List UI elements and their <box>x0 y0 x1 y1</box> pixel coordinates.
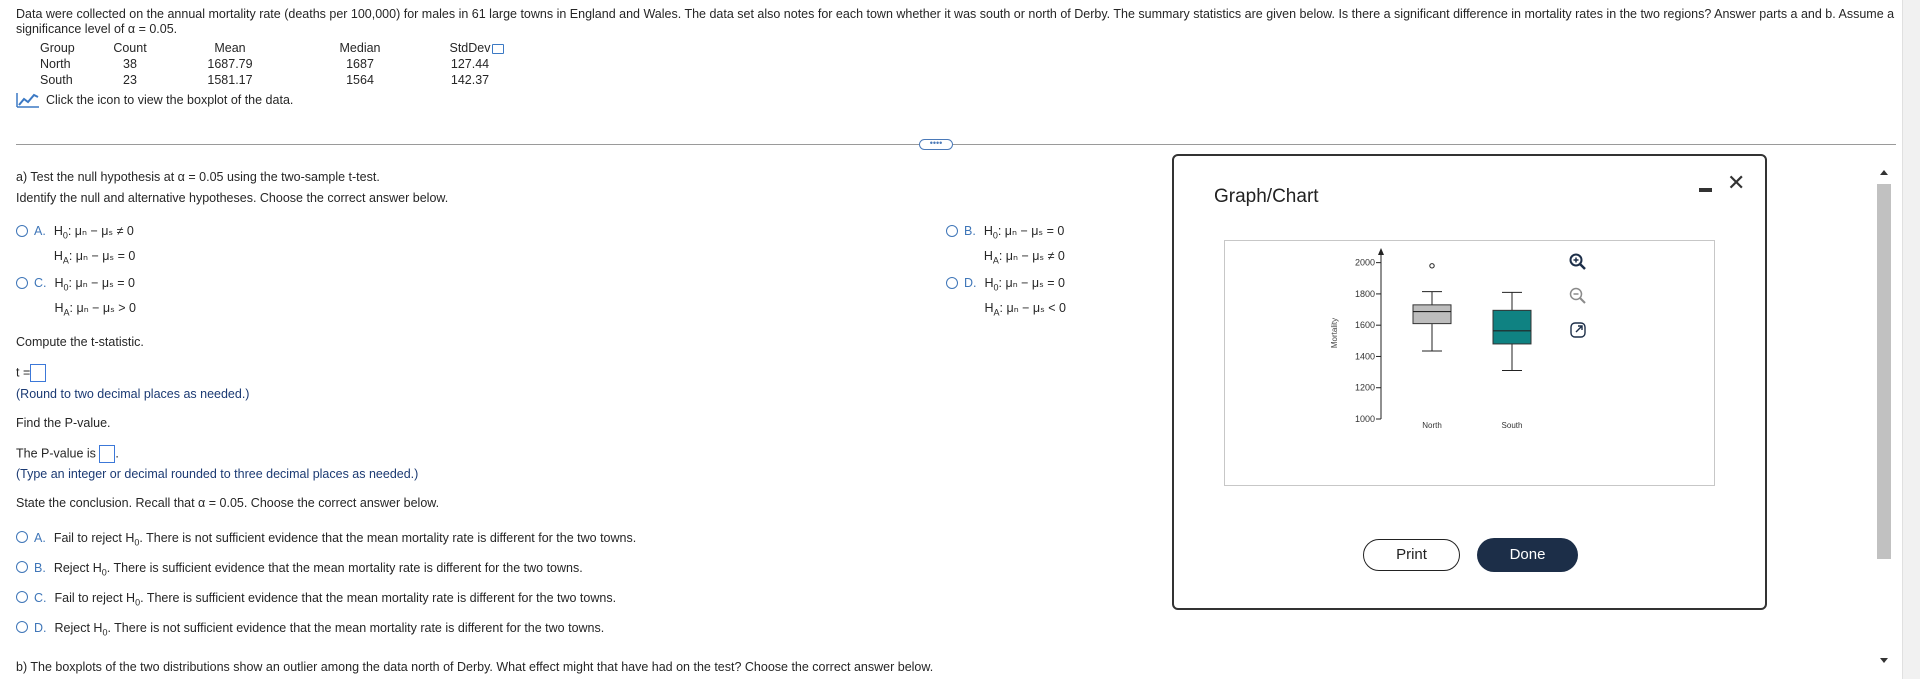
conclusion-option-b[interactable] <box>16 560 583 581</box>
done-button[interactable]: Done <box>1477 538 1578 572</box>
x-category-label: North <box>1422 421 1442 430</box>
outlier-point <box>1430 264 1434 268</box>
radio-circle[interactable] <box>16 225 28 237</box>
scroll-down-icon[interactable] <box>1880 658 1888 663</box>
radio-circle[interactable] <box>946 277 958 289</box>
table-cell: 1687 <box>346 57 374 71</box>
chart-icon[interactable] <box>16 92 40 108</box>
minimize-icon[interactable] <box>1699 182 1712 194</box>
conclusion-text: Fail to reject $H_0$. There is sufficient evidence that the mean mortality rate is different for the two towns. <box>54 591 617 608</box>
y-tick-label: 1400 <box>1354 351 1375 362</box>
p-value-row: The P-value is . <box>16 445 119 463</box>
boxplot-chart <box>1225 241 1716 487</box>
y-tick-label: 1600 <box>1354 320 1375 331</box>
hypothesis-option-c[interactable] <box>16 276 136 322</box>
t-rounding-note: (Round to two decimal places as needed.) <box>16 387 250 401</box>
table-cell: South <box>40 73 73 87</box>
alt-hypothesis: $H_A$: μₙ − μₛ > 0 <box>54 300 136 317</box>
conclusion-prompt: State the conclusion. Recall that α = 0.05. Choose the correct answer below. <box>16 496 440 510</box>
option-letter: A. <box>34 531 46 545</box>
print-button[interactable]: Print <box>1363 539 1460 571</box>
alt-hypothesis: $H_A$: μₙ − μₛ ≠ 0 <box>983 248 1065 265</box>
table-header-cell: StdDev <box>449 41 491 55</box>
y-axis-label: Mortality <box>1330 317 1339 349</box>
y-axis-arrow <box>1378 248 1384 255</box>
box-north <box>1413 305 1451 324</box>
table-row <box>40 72 520 88</box>
radio-circle[interactable] <box>946 225 958 237</box>
radio-circle[interactable] <box>16 531 28 543</box>
table-cell: 1581.17 <box>207 73 253 87</box>
y-tick-label: 1800 <box>1354 288 1375 299</box>
null-hypothesis: $H_0$: μₙ − μₛ = 0 <box>984 276 1065 293</box>
close-icon[interactable]: ✕ <box>1727 170 1746 195</box>
open-external-icon[interactable] <box>1568 320 1588 340</box>
expand-collapse-button[interactable]: •••• <box>919 139 953 150</box>
table-cell: 1564 <box>346 73 374 87</box>
table-header-cell: Median <box>339 41 381 55</box>
part-b-prompt: b) The boxplots of the two distributions show an outlier among the data north of Derby. What effect might that have had on the test? Choose the correct answer below. <box>16 660 934 674</box>
compute-t-prompt: Compute the t-statistic. <box>16 335 144 349</box>
table-row <box>40 56 520 72</box>
hypothesis-text <box>985 273 1066 322</box>
hypothesis-text <box>984 221 1065 270</box>
part-a-intro: a) Test the null hypothesis at α = 0.05 using the two-sample t-test. <box>16 170 380 184</box>
summary-statistics-table <box>40 40 520 88</box>
alt-hypothesis: $H_A$: μₙ − μₛ < 0 <box>984 300 1066 317</box>
table-header-cell: Mean <box>214 41 246 55</box>
y-tick-label: 1000 <box>1354 414 1375 424</box>
alt-hypothesis: $H_A$: μₙ − μₛ = 0 <box>53 248 136 265</box>
conclusion-option-c[interactable] <box>16 590 616 611</box>
p-value-label: The P-value is <box>16 446 96 461</box>
scroll-up-icon[interactable] <box>1880 170 1888 175</box>
copy-table-icon[interactable] <box>492 44 504 54</box>
hypothesis-option-d[interactable] <box>946 276 1066 322</box>
radio-circle[interactable] <box>16 277 28 289</box>
table-cell: 23 <box>123 73 137 87</box>
hypothesis-text <box>54 221 135 270</box>
y-tick-label: 2000 <box>1354 257 1375 268</box>
table-header-cell: Group <box>40 41 75 55</box>
option-letter: B. <box>964 224 976 238</box>
x-category-label: South <box>1501 421 1523 430</box>
null-hypothesis: $H_0$: μₙ − μₛ ≠ 0 <box>53 224 134 241</box>
p-value-input[interactable] <box>99 445 115 463</box>
t-statistic-row <box>16 364 46 382</box>
radio-circle[interactable] <box>16 591 28 603</box>
null-hypothesis: $H_0$: μₙ − μₛ = 0 <box>983 224 1065 241</box>
y-tick-label: 1200 <box>1354 382 1375 393</box>
table-cell: 38 <box>123 57 137 71</box>
table-header-row <box>40 40 520 56</box>
boxplot-frame <box>1224 240 1715 486</box>
null-hypothesis: $H_0$: μₙ − μₛ = 0 <box>54 276 135 293</box>
window-edge <box>1902 0 1920 679</box>
option-letter: D. <box>964 276 977 290</box>
section-divider <box>16 144 1896 145</box>
table-cell: 142.37 <box>450 73 490 87</box>
dialog-title: Graph/Chart <box>1214 186 1319 207</box>
radio-circle[interactable] <box>16 621 28 633</box>
conclusion-option-a[interactable] <box>16 530 636 551</box>
zoom-in-icon[interactable] <box>1568 252 1588 272</box>
hypothesis-option-b[interactable] <box>946 224 1065 270</box>
p-rounding-note: (Type an integer or decimal rounded to three decimal places as needed.) <box>16 467 419 481</box>
conclusion-text: Fail to reject $H_0$. There is not sufficient evidence that the mean mortality rate is different for the two towns. <box>53 531 637 548</box>
view-boxplot-link[interactable] <box>16 92 293 108</box>
problem-statement: Data were collected on the annual mortality rate (deaths per 100,000) for males in 61 large towns in England and Wales. The data set also notes for each town whether it was south or north of Derby. The summary statistics are given below. Is there a significant difference in mortality rates in the two regions? Answer parts a and b. Assume a significance level of α = 0.05. <box>16 7 1895 36</box>
conclusion-option-d[interactable] <box>16 620 604 641</box>
option-letter: A. <box>34 224 46 238</box>
option-letter: C. <box>34 276 47 290</box>
zoom-out-icon[interactable] <box>1568 286 1588 306</box>
table-cell: 1687.79 <box>207 57 253 71</box>
hypothesis-text <box>55 273 136 322</box>
option-letter: C. <box>34 591 47 605</box>
t-label: t = <box>16 365 31 380</box>
option-letter: D. <box>34 621 47 635</box>
table-header-cell: Count <box>113 41 147 55</box>
scrollbar-thumb[interactable] <box>1877 184 1891 559</box>
conclusion-text: Reject $H_0$. There is sufficient evidence that the mean mortality rate is different for the two towns. <box>53 561 583 578</box>
radio-circle[interactable] <box>16 561 28 573</box>
graph-chart-dialog <box>1172 154 1767 610</box>
box-south <box>1493 310 1531 344</box>
table-cell: 127.44 <box>450 57 490 71</box>
option-letter: B. <box>34 561 46 575</box>
view-boxplot-label[interactable]: Click the icon to view the boxplot of the data. <box>46 93 294 107</box>
table-cell: North <box>40 57 71 71</box>
find-p-prompt: Find the P-value. <box>16 416 111 430</box>
part-a-hypotheses-prompt: Identify the null and alternative hypotheses. Choose the correct answer below. <box>16 191 449 205</box>
t-statistic-input[interactable] <box>30 364 46 382</box>
hypothesis-option-a[interactable] <box>16 224 135 270</box>
conclusion-text: Reject $H_0$. There is not sufficient evidence that the mean mortality rate is different for the two towns. <box>54 621 605 638</box>
